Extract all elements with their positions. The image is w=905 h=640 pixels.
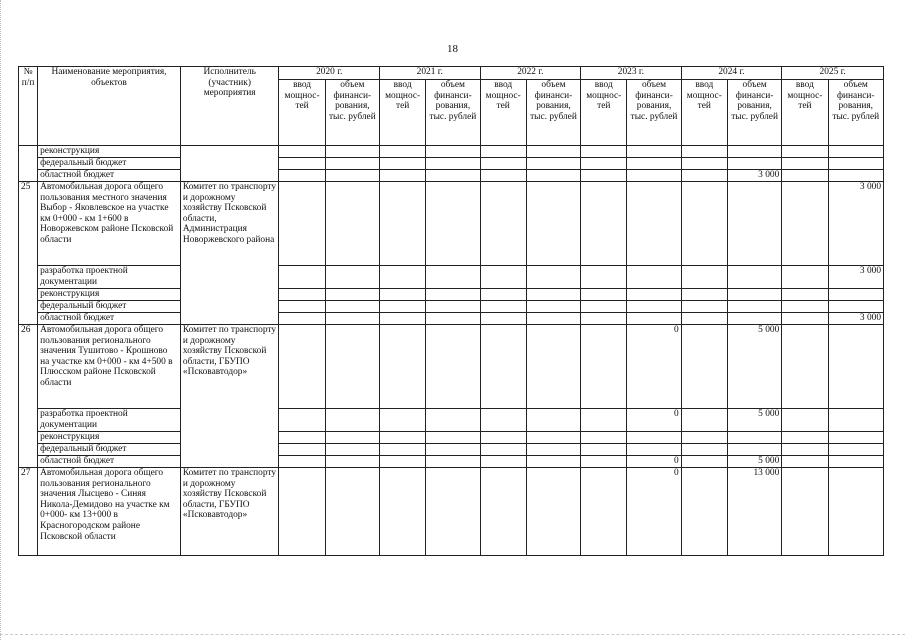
executor: Комитет по транспорту и дорожному хозяйству Псковской области, ГБУПО «Псковавтодор» bbox=[180, 468, 279, 556]
value-cell: 3 000 bbox=[727, 170, 781, 182]
value-cell: 5 000 bbox=[727, 325, 781, 409]
header-year-2020: 2020 г. bbox=[279, 67, 380, 80]
row-number: 26 bbox=[19, 325, 38, 468]
table-row bbox=[19, 409, 884, 432]
value-cell: 0 bbox=[627, 456, 681, 468]
table-row bbox=[19, 456, 884, 468]
header-capacity: ввод мощнос-тей bbox=[480, 80, 526, 146]
value-cell: 0 bbox=[627, 409, 681, 432]
value-cell: 3 000 bbox=[828, 182, 884, 266]
row-number: 25 bbox=[19, 182, 38, 325]
table-row bbox=[19, 301, 884, 313]
header-name: Наименование мероприятия, объектов bbox=[38, 67, 181, 146]
row-label: федеральный бюджет bbox=[38, 301, 181, 313]
program-table bbox=[18, 66, 884, 556]
header-row-years bbox=[19, 67, 884, 80]
header-finance: объем финанси-рования, тыс. рублей bbox=[828, 80, 884, 146]
object-name: Автомобильная дорога общего пользования регионального значения Лысцево - Синяя Никола-Демидово на участке км 0+000- км 13+000 в Красногородском районе Псковской области bbox=[38, 468, 181, 556]
header-finance: объем финанси-рования, тыс. рублей bbox=[727, 80, 781, 146]
row-label: федеральный бюджет bbox=[38, 444, 181, 456]
table-row bbox=[19, 158, 884, 170]
table-row bbox=[19, 325, 884, 409]
table-row bbox=[19, 146, 884, 158]
row-label: областной бюджет bbox=[38, 170, 181, 182]
header-capacity: ввод мощнос-тей bbox=[380, 80, 426, 146]
table-row bbox=[19, 289, 884, 301]
value-cell: 13 000 bbox=[727, 468, 781, 556]
row-number: 27 bbox=[19, 468, 38, 556]
header-finance: объем финанси-рования, тыс. рублей bbox=[325, 80, 379, 146]
page-number: 18 bbox=[447, 43, 458, 55]
value-cell: 5 000 bbox=[727, 409, 781, 432]
header-num: № п/п bbox=[19, 67, 38, 146]
value-cell: 0 bbox=[627, 468, 681, 556]
row-label: федеральный бюджет bbox=[38, 158, 181, 170]
table-row bbox=[19, 182, 884, 266]
object-name: Автомобильная дорога общего пользования регионального значения Тушитово - Крошново на участке км 0+000 - км 4+500 в Плюсском районе Псковской области bbox=[38, 325, 181, 409]
header-year-2025: 2025 г. bbox=[782, 67, 884, 80]
row-label: разработка проектной документации bbox=[38, 266, 181, 289]
table-row bbox=[19, 313, 884, 325]
header-capacity: ввод мощнос-тей bbox=[681, 80, 727, 146]
header-finance: объем финанси-рования, тыс. рублей bbox=[426, 80, 480, 146]
object-name: Автомобильная дорога общего пользования местного значения Выбор - Яковлевское на участке км 0+000 - км 1+600 в Новоржевском районе Псковской области bbox=[38, 182, 181, 266]
header-finance: объем финанси-рования, тыс. рублей bbox=[526, 80, 580, 146]
table-row bbox=[19, 432, 884, 444]
scan-left-edge bbox=[0, 0, 4, 640]
header-capacity: ввод мощнос-тей bbox=[279, 80, 325, 146]
header-year-2022: 2022 г. bbox=[480, 67, 581, 80]
row-label: реконструкция bbox=[38, 146, 181, 158]
header-capacity: ввод мощнос-тей bbox=[782, 80, 828, 146]
table-row bbox=[19, 170, 884, 182]
row-label: реконструкция bbox=[38, 432, 181, 444]
value-cell: 5 000 bbox=[727, 456, 781, 468]
header-finance: объем финанси-рования, тыс. рублей bbox=[627, 80, 681, 146]
value-cell: 3 000 bbox=[828, 266, 884, 289]
header-capacity: ввод мощнос-тей bbox=[581, 80, 627, 146]
row-label: областной бюджет bbox=[38, 456, 181, 468]
value-cell: 0 bbox=[627, 325, 681, 409]
executor: Комитет по транспорту и дорожному хозяйству Псковской области, Администрация Новоржевского района bbox=[180, 182, 279, 325]
table-row bbox=[19, 468, 884, 556]
table-row bbox=[19, 444, 884, 456]
value-cell: 3 000 bbox=[828, 313, 884, 325]
header-executor: Исполнитель (участник) мероприятия bbox=[180, 67, 279, 146]
executor: Комитет по транспорту и дорожному хозяйству Псковской области, ГБУПО «Псковавтодор» bbox=[180, 325, 279, 468]
header-year-2023: 2023 г. bbox=[581, 67, 682, 80]
table-row bbox=[19, 266, 884, 289]
scan-bottom-edge bbox=[0, 634, 905, 636]
header-year-2021: 2021 г. bbox=[380, 67, 481, 80]
row-label: разработка проектной документации bbox=[38, 409, 181, 432]
header-year-2024: 2024 г. bbox=[681, 67, 782, 80]
row-label: областной бюджет bbox=[38, 313, 181, 325]
row-label: реконструкция bbox=[38, 289, 181, 301]
